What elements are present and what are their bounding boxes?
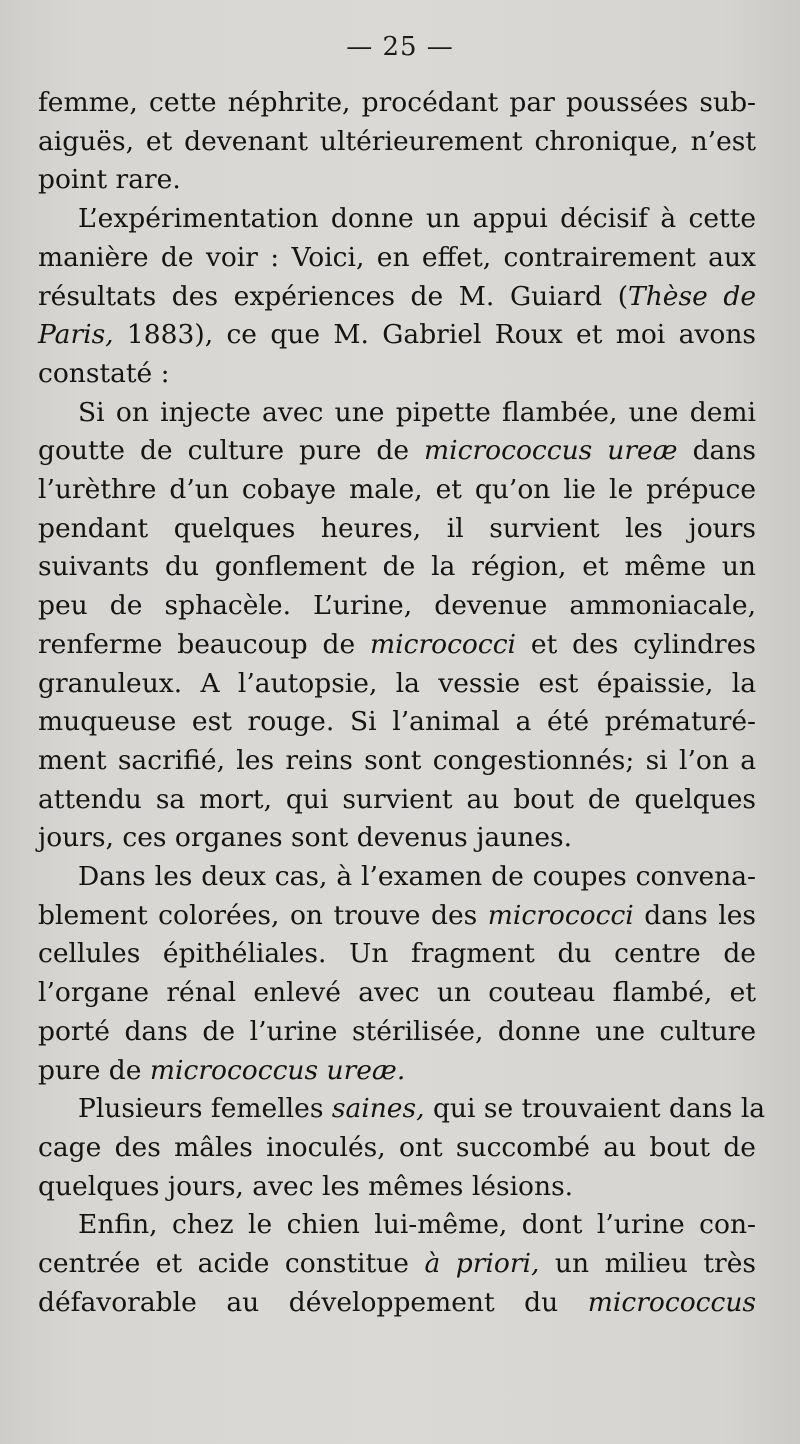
text-segment: résultats des expériences de M. Guiard ( [38, 280, 629, 312]
text-line [38, 548, 756, 587]
text-segment: dans les [633, 899, 756, 931]
italic-text: saines, [331, 1093, 425, 1125]
page-number: — 25 — [346, 32, 454, 62]
text-segment: point rare. [38, 164, 181, 196]
text-line [38, 432, 756, 471]
paragraph [38, 200, 756, 394]
text-segment: femme, cette néphrite, procédant par poussées sub- [38, 87, 756, 118]
text-segment: cellules épithéliales. Un fragment du centre de [38, 938, 756, 970]
text-segment: jours, ces organes sont devenus jaunes. [38, 822, 573, 854]
text-line [38, 1052, 756, 1091]
text-segment: pendant quelques heures, il survient les jours [38, 512, 756, 544]
text-segment: 1883), ce que M. Gabriel Roux et moi avons [113, 319, 756, 351]
text-line [38, 84, 756, 123]
text-line [38, 974, 756, 1013]
text-segment: cage des mâles inoculés, ont succombé au bout de [38, 1131, 756, 1163]
paragraph [38, 394, 756, 858]
text-segment: Plusieurs femelles [78, 1093, 332, 1125]
text-line [38, 703, 756, 742]
text-line [38, 858, 756, 897]
text-line [38, 316, 756, 355]
text-line [38, 355, 756, 394]
text-line [38, 1245, 756, 1284]
italic-text: Paris, [38, 319, 114, 351]
text-segment: goutte de culture pure de [38, 435, 425, 467]
text-line [38, 587, 756, 626]
text-line [38, 781, 756, 820]
text-line [38, 510, 756, 549]
text-line [38, 935, 756, 974]
italic-text: à priori, [424, 1248, 540, 1280]
text-segment: constaté : [38, 357, 170, 389]
text-segment: aiguës, et devenant ultérieurement chronique, n’est [38, 125, 756, 157]
text-line [38, 1168, 756, 1207]
text-segment: L’expérimentation donne un appui décisif à cette [78, 203, 756, 235]
paragraph [38, 1206, 756, 1322]
text-segment: muqueuse est rouge. Si l’animal a été prématuré- [38, 706, 756, 738]
italic-text: micrococcus ureæ [424, 435, 678, 467]
text-line [38, 819, 756, 858]
text-segment: suivants du gonflement de la région, et même un [38, 551, 756, 583]
text-segment: manière de voir : Voici, en effet, contrairement aux [38, 241, 756, 273]
text-line [38, 897, 756, 936]
text-segment: qui se trouvaient dans la [424, 1093, 766, 1125]
text-segment: blement colorées, on trouve des [38, 899, 488, 931]
text-segment: quelques jours, avec les mêmes lésions. [38, 1170, 574, 1202]
paragraph [38, 858, 756, 1090]
italic-text: micrococcus ureæ. [149, 1054, 406, 1086]
text-segment: pure de [38, 1054, 150, 1086]
paragraph [38, 84, 756, 200]
text-segment: ment sacrifié, les reins sont congestionnés; si l’on a [38, 744, 756, 776]
text-line [38, 394, 756, 433]
text-segment: l’urèthre d’un cobaye male, et qu’on lie le prépuce [38, 474, 756, 506]
text-segment: centrée et acide constitue [38, 1248, 425, 1280]
text-line [38, 471, 756, 510]
text-line [38, 161, 756, 200]
italic-text: micrococcus [587, 1286, 756, 1318]
text-segment: défavorable au développement du [38, 1286, 588, 1318]
text-line [38, 742, 756, 781]
text-line [38, 626, 756, 665]
text-segment: Enfin, chez le chien lui-même, dont l’urine con- [78, 1209, 756, 1241]
text-segment: Dans les deux cas, à l’examen de coupes convena- [78, 861, 756, 893]
italic-text: Thèse de [628, 280, 757, 312]
text-line [38, 1206, 756, 1245]
text-segment: un milieu très [539, 1248, 756, 1280]
paragraph [38, 1090, 766, 1206]
text-segment: renferme beaucoup de [38, 628, 371, 660]
italic-text: micrococci [487, 899, 634, 931]
text-line [38, 1013, 756, 1052]
text-line [38, 278, 756, 317]
body-text [38, 84, 766, 1323]
text-line [38, 1129, 756, 1168]
text-line [38, 1090, 766, 1129]
text-segment: porté dans de l’urine stérilisée, donne une culture [38, 1015, 756, 1047]
text-segment: l’organe rénal enlevé avec un couteau flambé, et [38, 977, 756, 1009]
text-segment: attendu sa mort, qui survient au bout de quelques [38, 783, 756, 815]
text-segment: Si on injecte avec une pipette flambée, une demi [78, 396, 756, 428]
text-line [38, 665, 756, 704]
text-line [38, 239, 756, 278]
text-segment: granuleux. A l’autopsie, la vessie est épaissie, la [38, 667, 756, 699]
text-line [38, 1284, 756, 1323]
text-line [38, 200, 756, 239]
text-segment: et des cylindres [516, 628, 756, 660]
text-line [38, 123, 756, 162]
text-segment: peu de sphacèle. L’urine, devenue ammoniacale, [38, 590, 756, 622]
text-segment: dans [677, 435, 756, 467]
italic-text: micrococci [370, 628, 517, 660]
